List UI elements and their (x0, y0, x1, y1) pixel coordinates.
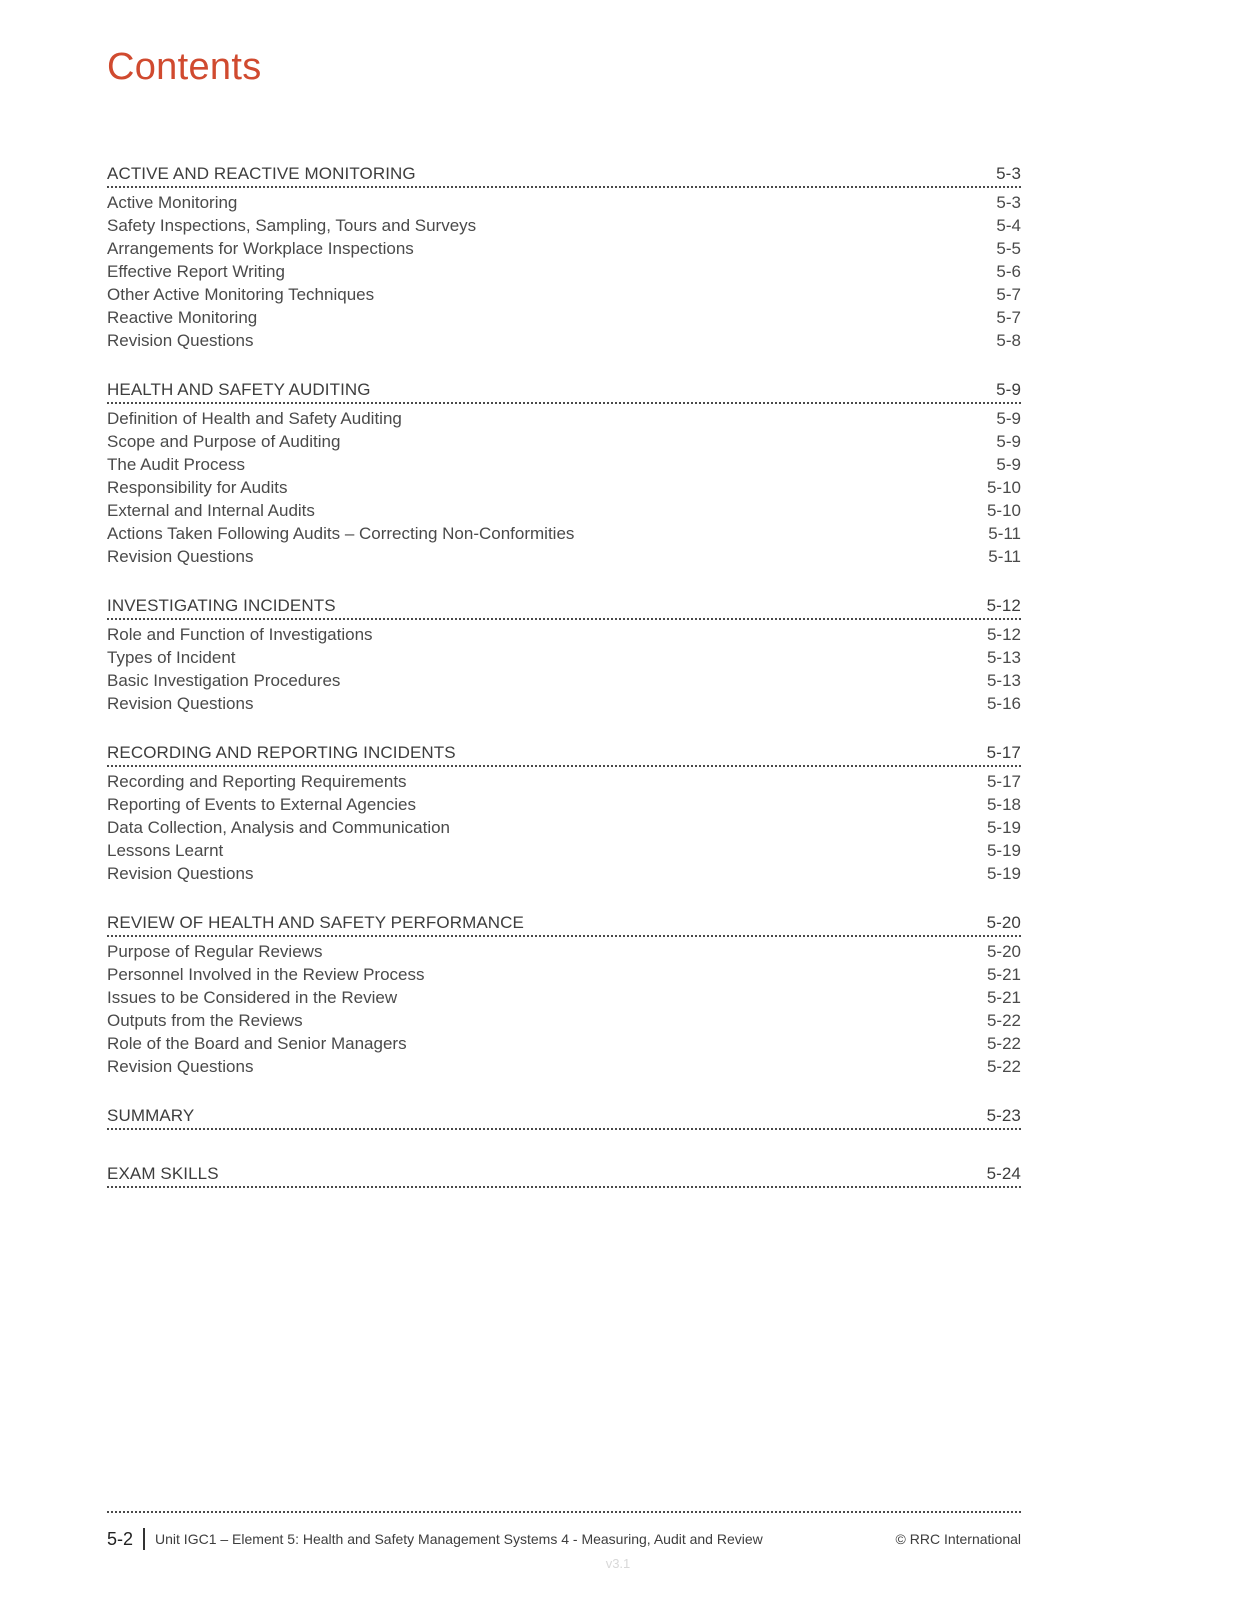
toc-section-title: ACTIVE AND REACTIVE MONITORING (107, 164, 416, 183)
toc-section-heading[interactable] (107, 1102, 1021, 1130)
toc-entry[interactable] (107, 283, 1021, 306)
toc-entry-label: External and Internal Audits (107, 500, 315, 520)
toc-entry-page: 5-22 (986, 1056, 1021, 1076)
toc-section-title: HEALTH AND SAFETY AUDITING (107, 380, 371, 399)
toc-entry-label: Issues to be Considered in the Review (107, 987, 398, 1007)
toc-section-page: 5-3 (996, 164, 1021, 183)
toc-section-heading[interactable] (107, 376, 1021, 404)
toc-entry-label: Revision Questions (107, 546, 254, 566)
toc-entry-page: 5-8 (996, 330, 1021, 350)
footer-unit-title: Unit IGC1 – Element 5: Health and Safety Management Systems 4 - Measuring, Audit and Review (155, 1531, 763, 1547)
toc-entry[interactable] (107, 237, 1021, 260)
toc-entry-page: 5-9 (996, 408, 1021, 428)
toc-section-page: 5-20 (986, 913, 1021, 932)
toc-section (107, 1160, 1021, 1188)
toc-entry-label: Revision Questions (107, 863, 254, 883)
toc-entry-label: Reactive Monitoring (107, 307, 258, 327)
toc-entry-page: 5-4 (996, 215, 1021, 235)
toc-entry[interactable] (107, 669, 1021, 692)
toc-entry-page: 5-9 (996, 454, 1021, 474)
footer-divider (107, 1511, 1021, 1513)
toc-entry-page: 5-11 (988, 546, 1021, 566)
toc-entry[interactable] (107, 692, 1021, 715)
toc-entry[interactable] (107, 1055, 1021, 1078)
toc-entry-label: Outputs from the Reviews (107, 1010, 303, 1030)
toc-entry-page: 5-18 (986, 794, 1021, 814)
toc-entry[interactable] (107, 839, 1021, 862)
toc-entry-page: 5-5 (996, 238, 1021, 258)
toc-entry-page: 5-19 (986, 840, 1021, 860)
toc-entry[interactable] (107, 793, 1021, 816)
toc-entry-page: 5-6 (996, 261, 1021, 281)
toc-section-heading[interactable] (107, 160, 1021, 188)
toc-section-page: 5-9 (996, 380, 1021, 399)
toc-entry-page: 5-7 (996, 284, 1021, 304)
toc-entry-label: Basic Investigation Procedures (107, 670, 341, 690)
toc-section (107, 739, 1021, 885)
toc-section-heading[interactable] (107, 909, 1021, 937)
toc-entry[interactable] (107, 476, 1021, 499)
toc-entry-page: 5-13 (986, 647, 1021, 667)
toc-entry[interactable] (107, 191, 1021, 214)
toc-entry[interactable] (107, 986, 1021, 1009)
toc-entry-label: Active Monitoring (107, 192, 238, 212)
toc-section-heading[interactable] (107, 1160, 1021, 1188)
toc-entry-label: Role and Function of Investigations (107, 624, 373, 644)
toc-entry[interactable] (107, 1009, 1021, 1032)
toc-entry-label: Personnel Involved in the Review Process (107, 964, 425, 984)
toc-entry[interactable] (107, 1032, 1021, 1055)
toc-entry-page: 5-22 (986, 1010, 1021, 1030)
toc-entry-page: 5-11 (988, 523, 1021, 543)
toc-section-page: 5-17 (986, 743, 1021, 762)
toc-entry[interactable] (107, 329, 1021, 352)
toc-entry-label: The Audit Process (107, 454, 245, 474)
toc-entry-page: 5-10 (986, 500, 1021, 520)
toc-entry-page: 5-19 (986, 863, 1021, 883)
toc-entry-page: 5-22 (986, 1033, 1021, 1053)
toc-entry-label: Scope and Purpose of Auditing (107, 431, 341, 451)
toc-entry-page: 5-16 (986, 693, 1021, 713)
toc-section-page: 5-23 (986, 1106, 1021, 1125)
toc-section (107, 592, 1021, 715)
toc-entry-label: Definition of Health and Safety Auditing (107, 408, 402, 428)
toc-section (107, 909, 1021, 1078)
toc-entry-label: Recording and Reporting Requirements (107, 771, 407, 791)
toc-entry[interactable] (107, 453, 1021, 476)
toc-entry-label: Revision Questions (107, 693, 254, 713)
toc-section-heading[interactable] (107, 592, 1021, 620)
toc-entry-page: 5-17 (986, 771, 1021, 791)
toc-entry-page: 5-13 (986, 670, 1021, 690)
toc-entry-page: 5-7 (996, 307, 1021, 327)
toc-entry[interactable] (107, 623, 1021, 646)
toc-entry-label: Revision Questions (107, 1056, 254, 1076)
toc-section-title: SUMMARY (107, 1106, 195, 1125)
toc-entry[interactable] (107, 646, 1021, 669)
toc-entry-label: Role of the Board and Senior Managers (107, 1033, 407, 1053)
toc-section-title: REVIEW OF HEALTH AND SAFETY PERFORMANCE (107, 913, 524, 932)
toc-section (107, 376, 1021, 568)
toc-entry-page: 5-3 (996, 192, 1021, 212)
toc-entry[interactable] (107, 940, 1021, 963)
toc-entry-label: Purpose of Regular Reviews (107, 941, 323, 961)
toc-section-page: 5-12 (986, 596, 1021, 615)
toc-section (107, 160, 1021, 352)
toc-entry-page: 5-9 (996, 431, 1021, 451)
toc-entry-label: Revision Questions (107, 330, 254, 350)
toc-entry[interactable] (107, 430, 1021, 453)
toc-section-heading[interactable] (107, 739, 1021, 767)
page-footer (107, 1526, 1021, 1552)
toc-section (107, 1102, 1021, 1130)
toc-entry-label: Arrangements for Workplace Inspections (107, 238, 414, 258)
toc-entry-label: Responsibility for Audits (107, 477, 288, 497)
version-label: v3.1 (605, 1556, 631, 1571)
toc-entry-label: Reporting of Events to External Agencies (107, 794, 417, 814)
toc-entry-label: Safety Inspections, Sampling, Tours and Surveys (107, 215, 477, 235)
toc-section-page: 5-24 (986, 1164, 1021, 1183)
toc-section-title: RECORDING AND REPORTING INCIDENTS (107, 743, 456, 762)
toc-section-title: INVESTIGATING INCIDENTS (107, 596, 336, 615)
page-title: Contents (107, 46, 262, 88)
toc-entry[interactable] (107, 816, 1021, 839)
toc-entry[interactable] (107, 306, 1021, 329)
toc-entry-page: 5-19 (986, 817, 1021, 837)
toc-entry-page: 5-20 (986, 941, 1021, 961)
toc-entry[interactable] (107, 963, 1021, 986)
toc-entry[interactable] (107, 522, 1021, 545)
toc-entry-page: 5-12 (986, 624, 1021, 644)
toc-entry[interactable] (107, 407, 1021, 430)
toc-entry[interactable] (107, 260, 1021, 283)
footer-copyright: © RRC International (895, 1531, 1021, 1547)
toc-entry-label: Lessons Learnt (107, 840, 224, 860)
table-of-contents (107, 160, 1021, 1218)
toc-entry[interactable] (107, 545, 1021, 568)
toc-entry-label: Effective Report Writing (107, 261, 285, 281)
toc-entry[interactable] (107, 862, 1021, 885)
toc-entry[interactable] (107, 770, 1021, 793)
toc-entry-label: Actions Taken Following Audits – Correcting Non-Conformities (107, 523, 575, 543)
toc-entry[interactable] (107, 499, 1021, 522)
footer-page-number: 5-2 (107, 1528, 145, 1550)
toc-section-title: EXAM SKILLS (107, 1164, 219, 1183)
toc-entry-page: 5-21 (986, 964, 1021, 984)
toc-entry-page: 5-10 (986, 477, 1021, 497)
toc-entry-label: Types of Incident (107, 647, 236, 667)
toc-entry-label: Other Active Monitoring Techniques (107, 284, 375, 304)
toc-entry-page: 5-21 (986, 987, 1021, 1007)
toc-entry[interactable] (107, 214, 1021, 237)
toc-entry-label: Data Collection, Analysis and Communication (107, 817, 451, 837)
